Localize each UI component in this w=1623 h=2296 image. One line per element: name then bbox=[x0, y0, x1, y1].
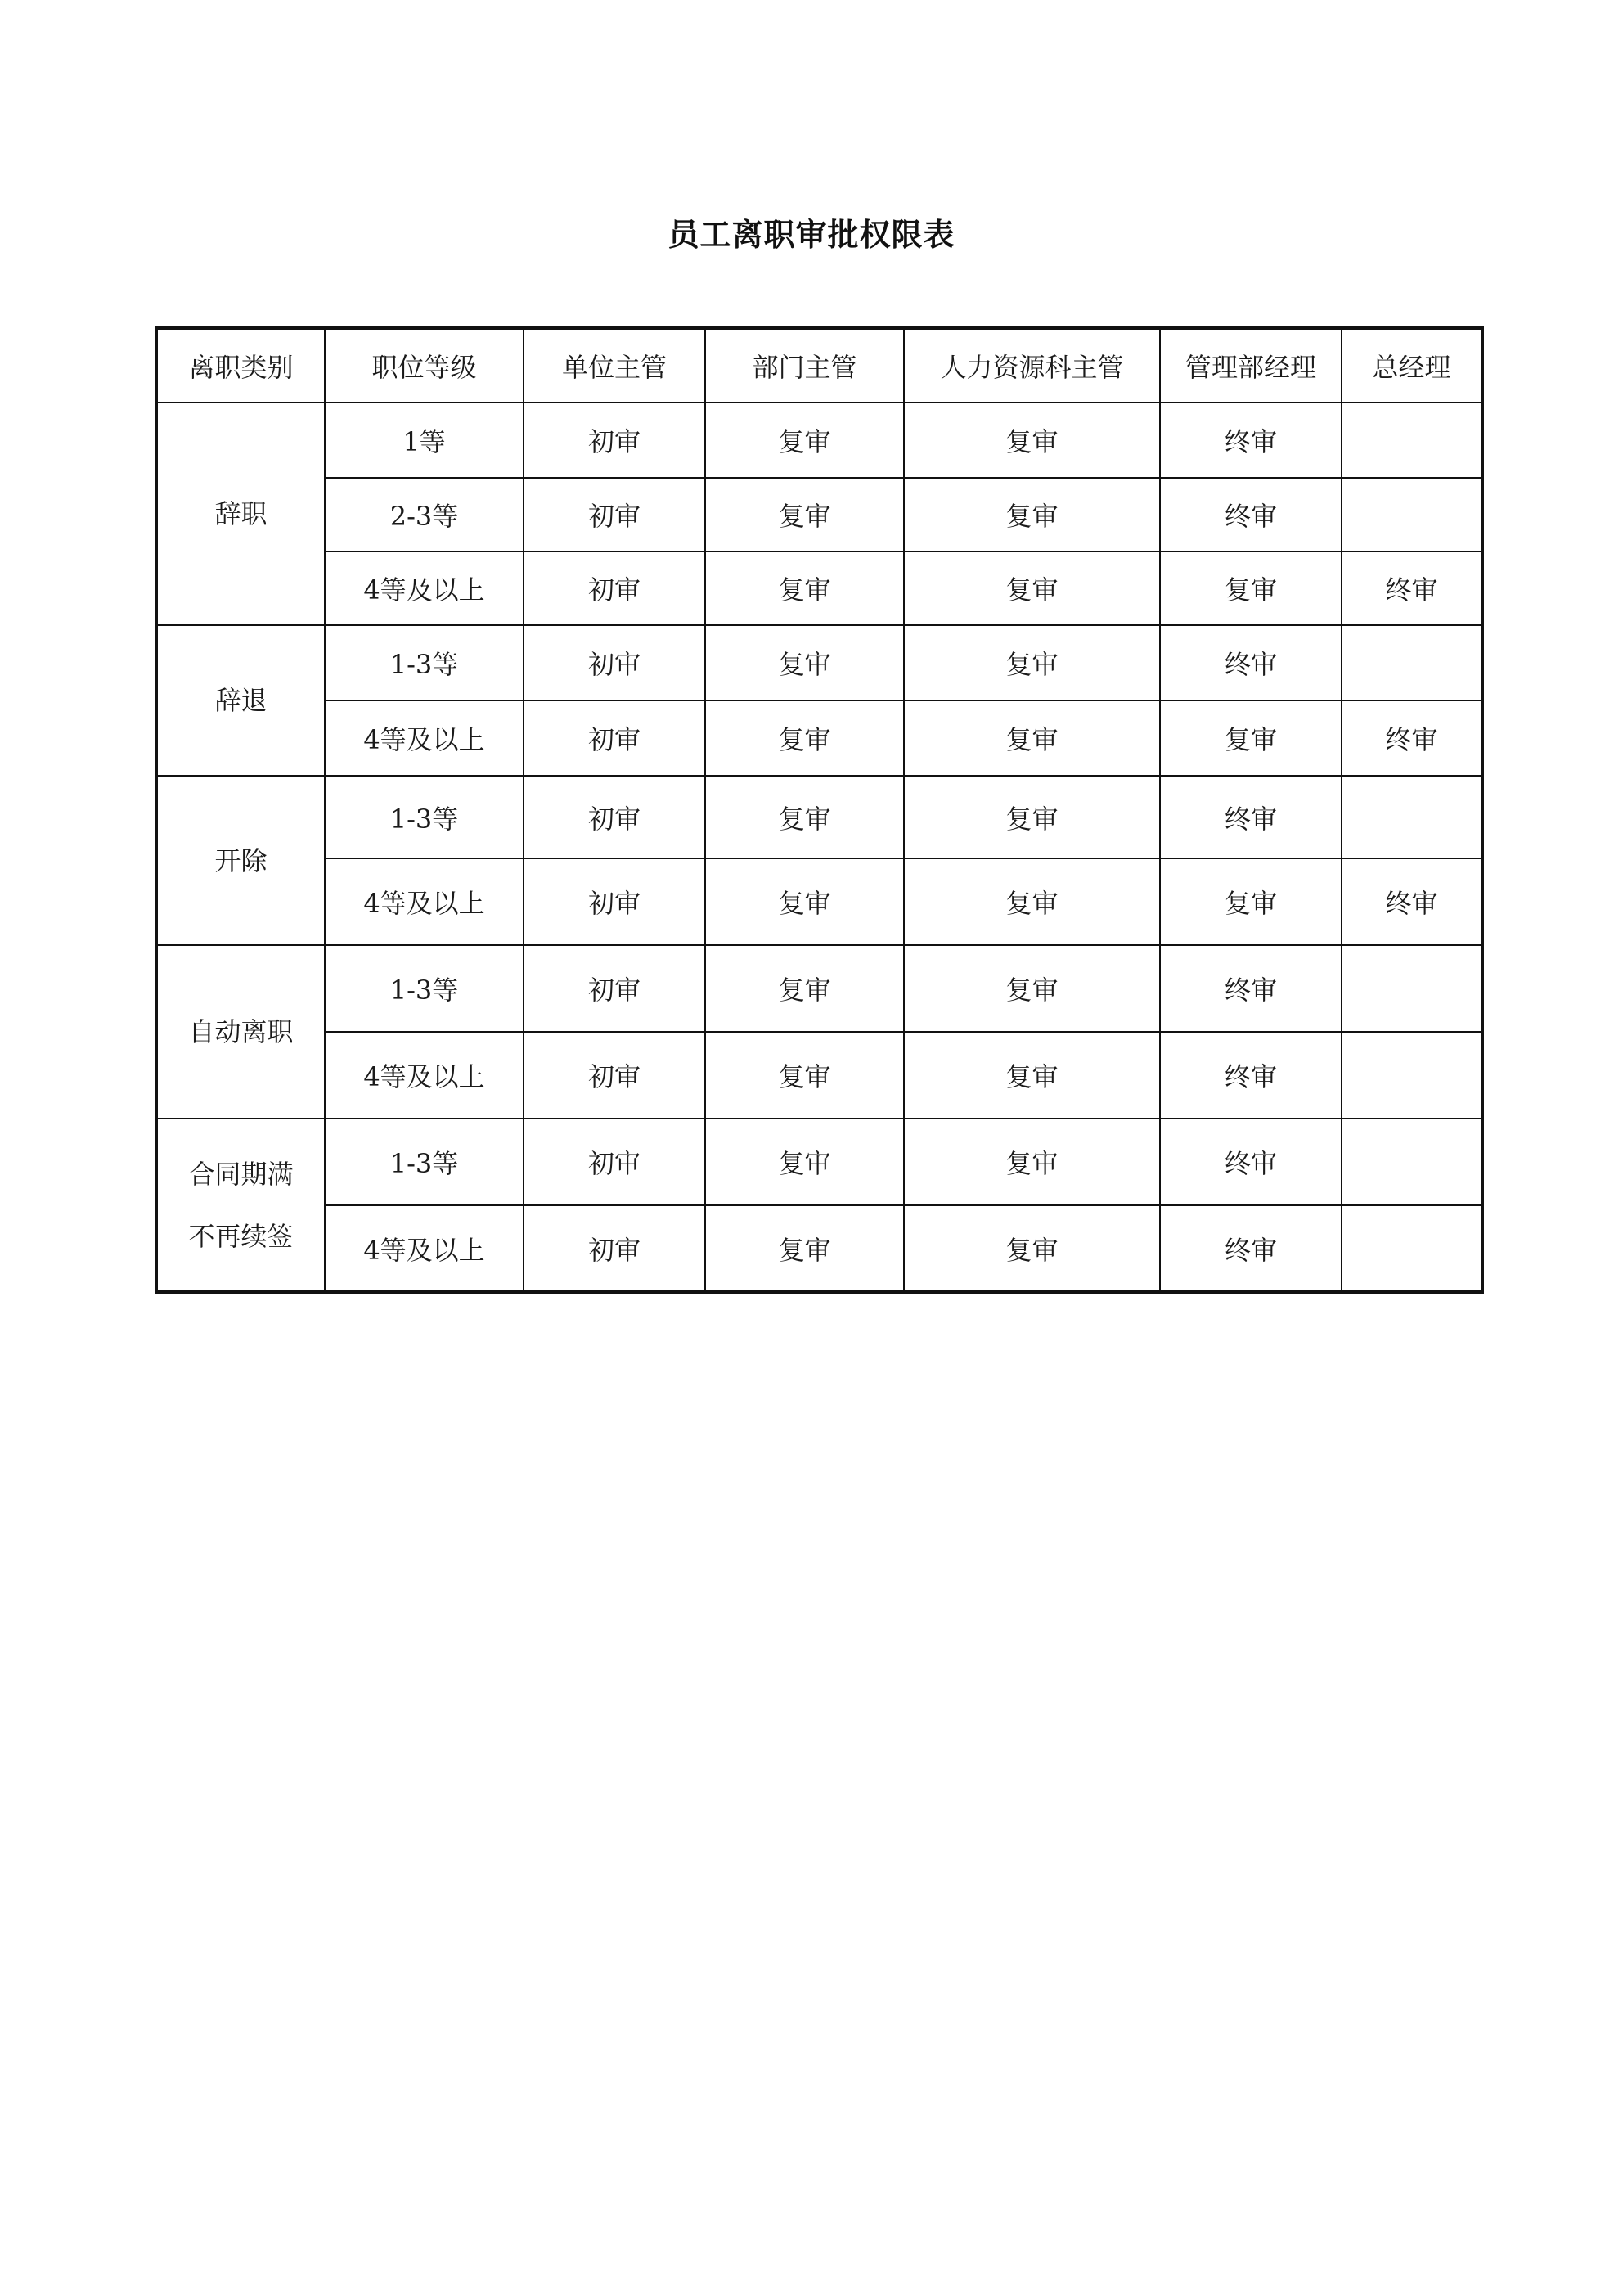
gm-cell: 终审 bbox=[1342, 551, 1482, 625]
unit-cell: 初审 bbox=[524, 776, 705, 858]
dept-cell: 复审 bbox=[705, 776, 904, 858]
unit-cell: 初审 bbox=[524, 858, 705, 945]
approval-table bbox=[155, 326, 1484, 1294]
dept-cell: 复审 bbox=[705, 700, 904, 776]
category-label: 开除 bbox=[214, 844, 268, 876]
table-row bbox=[156, 945, 1482, 1032]
dept-cell: 复审 bbox=[705, 1032, 904, 1119]
hr-cell: 复审 bbox=[904, 700, 1160, 776]
level-cell: 1-3等 bbox=[325, 776, 524, 858]
gm-cell bbox=[1342, 403, 1482, 478]
mgmt-cell: 终审 bbox=[1160, 1119, 1342, 1205]
dept-cell: 复审 bbox=[705, 945, 904, 1032]
level-cell: 4等及以上 bbox=[325, 551, 524, 625]
category-cell bbox=[156, 625, 325, 776]
table-row bbox=[156, 625, 1482, 700]
header-hr-supervisor: 人力资源科主管 bbox=[904, 328, 1160, 403]
level-cell: 4等及以上 bbox=[325, 1032, 524, 1119]
hr-cell: 复审 bbox=[904, 625, 1160, 700]
category-label-line-2: 不再续签 bbox=[188, 1220, 294, 1252]
category-cell bbox=[156, 776, 325, 945]
mgmt-cell: 终审 bbox=[1160, 945, 1342, 1032]
category-cell bbox=[156, 1119, 325, 1292]
hr-cell: 复审 bbox=[904, 776, 1160, 858]
mgmt-cell: 复审 bbox=[1160, 700, 1342, 776]
hr-cell: 复审 bbox=[904, 403, 1160, 478]
category-cell bbox=[156, 403, 325, 625]
gm-cell bbox=[1342, 1032, 1482, 1119]
table-row bbox=[156, 858, 1482, 945]
dept-cell: 复审 bbox=[705, 1205, 904, 1292]
unit-cell: 初审 bbox=[524, 551, 705, 625]
category-label: 自动离职 bbox=[188, 1016, 294, 1047]
mgmt-cell: 终审 bbox=[1160, 625, 1342, 700]
mgmt-cell: 复审 bbox=[1160, 551, 1342, 625]
level-cell: 4等及以上 bbox=[325, 700, 524, 776]
category-cell bbox=[156, 945, 325, 1119]
level-cell: 4等及以上 bbox=[325, 1205, 524, 1292]
category-label: 辞退 bbox=[214, 685, 268, 716]
table-row bbox=[156, 551, 1482, 625]
level-cell: 1-3等 bbox=[325, 1119, 524, 1205]
header-mgmt-manager: 管理部经理 bbox=[1160, 328, 1342, 403]
hr-cell: 复审 bbox=[904, 858, 1160, 945]
dept-cell: 复审 bbox=[705, 478, 904, 551]
mgmt-cell: 复审 bbox=[1160, 858, 1342, 945]
unit-cell: 初审 bbox=[524, 478, 705, 551]
level-cell: 1等 bbox=[325, 403, 524, 478]
hr-cell: 复审 bbox=[904, 1119, 1160, 1205]
unit-cell: 初审 bbox=[524, 945, 705, 1032]
table-row bbox=[156, 1032, 1482, 1119]
gm-cell bbox=[1342, 1119, 1482, 1205]
header-dept-supervisor: 部门主管 bbox=[705, 328, 904, 403]
hr-cell: 复审 bbox=[904, 1205, 1160, 1292]
header-level: 职位等级 bbox=[325, 328, 524, 403]
header-unit-supervisor: 单位主管 bbox=[524, 328, 705, 403]
table-row bbox=[156, 1119, 1482, 1205]
hr-cell: 复审 bbox=[904, 945, 1160, 1032]
mgmt-cell: 终审 bbox=[1160, 403, 1342, 478]
hr-cell: 复审 bbox=[904, 551, 1160, 625]
unit-cell: 初审 bbox=[524, 625, 705, 700]
category-label: 辞职 bbox=[214, 498, 268, 529]
unit-cell: 初审 bbox=[524, 403, 705, 478]
unit-cell: 初审 bbox=[524, 1119, 705, 1205]
gm-cell bbox=[1342, 625, 1482, 700]
gm-cell bbox=[1342, 945, 1482, 1032]
hr-cell: 复审 bbox=[904, 1032, 1160, 1119]
dept-cell: 复审 bbox=[705, 403, 904, 478]
level-cell: 1-3等 bbox=[325, 945, 524, 1032]
mgmt-cell: 终审 bbox=[1160, 776, 1342, 858]
dept-cell: 复审 bbox=[705, 625, 904, 700]
header-category: 离职类别 bbox=[156, 328, 325, 403]
gm-cell: 终审 bbox=[1342, 700, 1482, 776]
hr-cell: 复审 bbox=[904, 478, 1160, 551]
table-header-row bbox=[156, 328, 1482, 403]
gm-cell: 终审 bbox=[1342, 858, 1482, 945]
level-cell: 4等及以上 bbox=[325, 858, 524, 945]
table-row bbox=[156, 1205, 1482, 1292]
unit-cell: 初审 bbox=[524, 1032, 705, 1119]
table-row bbox=[156, 700, 1482, 776]
table-row bbox=[156, 478, 1482, 551]
dept-cell: 复审 bbox=[705, 1119, 904, 1205]
mgmt-cell: 终审 bbox=[1160, 478, 1342, 551]
table-row bbox=[156, 776, 1482, 858]
table-row bbox=[156, 403, 1482, 478]
category-label-line-1: 合同期满 bbox=[188, 1158, 294, 1190]
gm-cell bbox=[1342, 776, 1482, 858]
gm-cell bbox=[1342, 478, 1482, 551]
level-cell: 1-3等 bbox=[325, 625, 524, 700]
mgmt-cell: 终审 bbox=[1160, 1032, 1342, 1119]
header-general-manager: 总经理 bbox=[1342, 328, 1482, 403]
unit-cell: 初审 bbox=[524, 1205, 705, 1292]
dept-cell: 复审 bbox=[705, 858, 904, 945]
page-title: 员工离职审批权限表 bbox=[668, 217, 955, 253]
unit-cell: 初审 bbox=[524, 700, 705, 776]
dept-cell: 复审 bbox=[705, 551, 904, 625]
mgmt-cell: 终审 bbox=[1160, 1205, 1342, 1292]
level-cell: 2-3等 bbox=[325, 478, 524, 551]
gm-cell bbox=[1342, 1205, 1482, 1292]
